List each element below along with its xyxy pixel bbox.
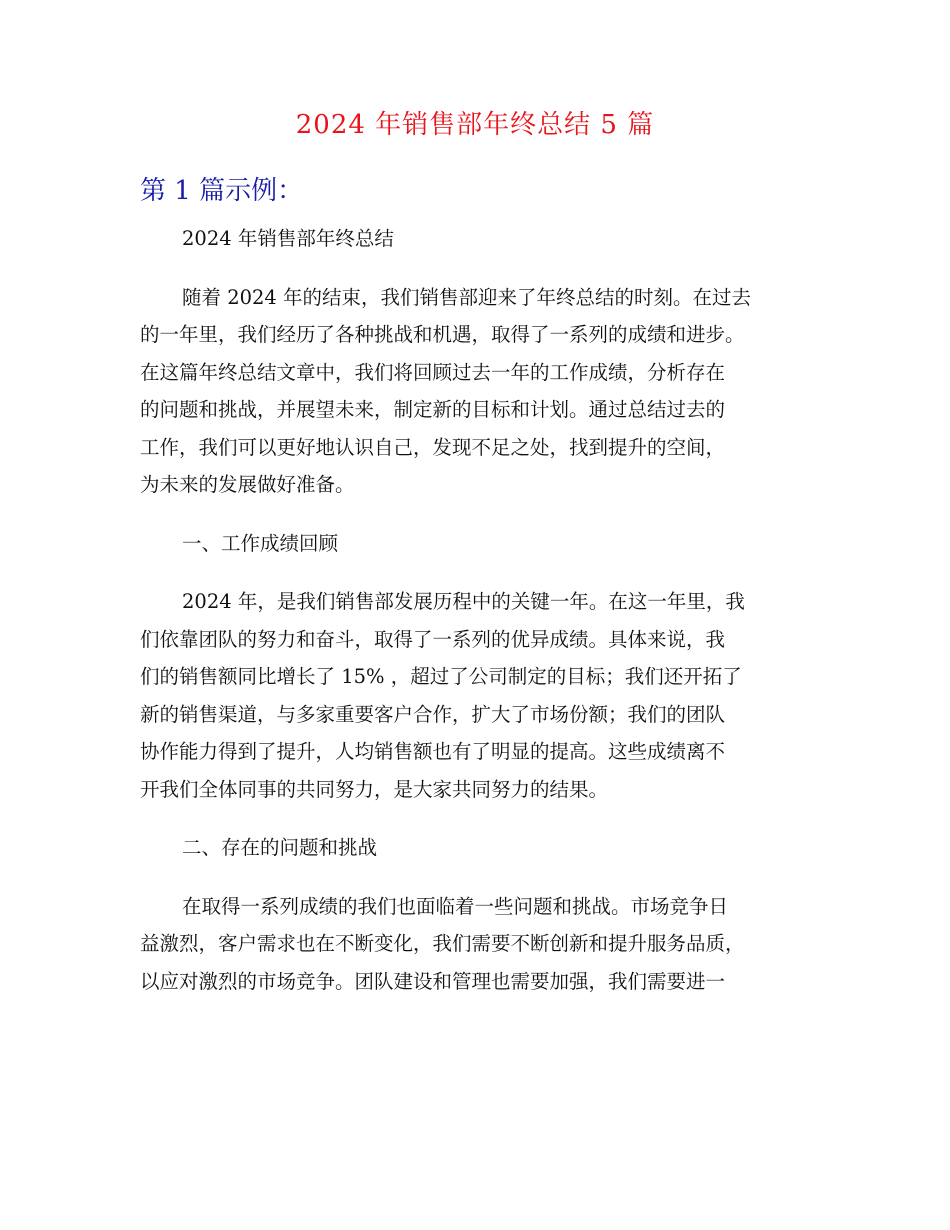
paragraph	[140, 220, 840, 258]
paragraph	[140, 279, 840, 504]
text-line: 协作能力得到了提升，人均销售额也有了明显的提高。这些成绩离不	[140, 740, 726, 763]
text-line: 开我们全体同事的共同努力，是大家共同努力的结果。	[140, 777, 609, 801]
text-line: 以应对激烈的市场竞争。团队建设和管理也需要加强，我们需要进一	[140, 969, 726, 993]
text-line: 的一年里，我们经历了各种挑战和机遇，取得了一系列的成绩和进步。	[140, 323, 745, 346]
document-title: 2024 年销售部年终总结 5 篇	[295, 110, 655, 140]
text-line: 在这篇年终总结文章中，我们将回顾过去一年的工作成绩，分析存在	[140, 360, 726, 384]
text-line: 新的销售渠道，与多家重要客户合作，扩大了市场份额；我们的团队	[140, 702, 726, 726]
paragraph	[140, 888, 840, 1001]
text-line: 二、存在的问题和挑战	[182, 836, 378, 859]
text-line: 们的销售额同比增长了 15% ，超过了公司制定的目标；我们还开拓了	[140, 665, 742, 688]
document-body	[140, 220, 840, 1021]
text-line: 2024 年，是我们销售部发展历程中的关键一年。在这一年里，我	[182, 590, 745, 613]
text-line: 在取得一系列成绩的我们也面临着一些问题和挑战。市场竞争日	[182, 894, 729, 918]
paragraph	[140, 829, 840, 867]
text-line: 益激烈，客户需求也在不断变化，我们需要不断创新和提升服务品质，	[140, 932, 745, 955]
text-line: 的问题和挑战，并展望未来，制定新的目标和计划。通过总结过去的	[140, 398, 726, 421]
text-line: 工作，我们可以更好地认识自己，发现不足之处，找到提升的空间，	[140, 435, 726, 459]
text-line: 为未来的发展做好准备。	[140, 473, 355, 496]
text-line: 随着 2024 年的结束，我们销售部迎来了年终总结的时刻。在过去	[182, 285, 752, 309]
paragraph	[140, 525, 840, 563]
paragraph	[140, 583, 840, 808]
text-line: 们依靠团队的努力和奋斗，取得了一系列的优异成绩。具体来说，我	[140, 627, 726, 651]
text-line: 一、工作成绩回顾	[182, 531, 339, 555]
section-heading: 第 1 篇示例：	[140, 176, 304, 206]
text-line: 2024 年销售部年终总结	[182, 227, 394, 250]
